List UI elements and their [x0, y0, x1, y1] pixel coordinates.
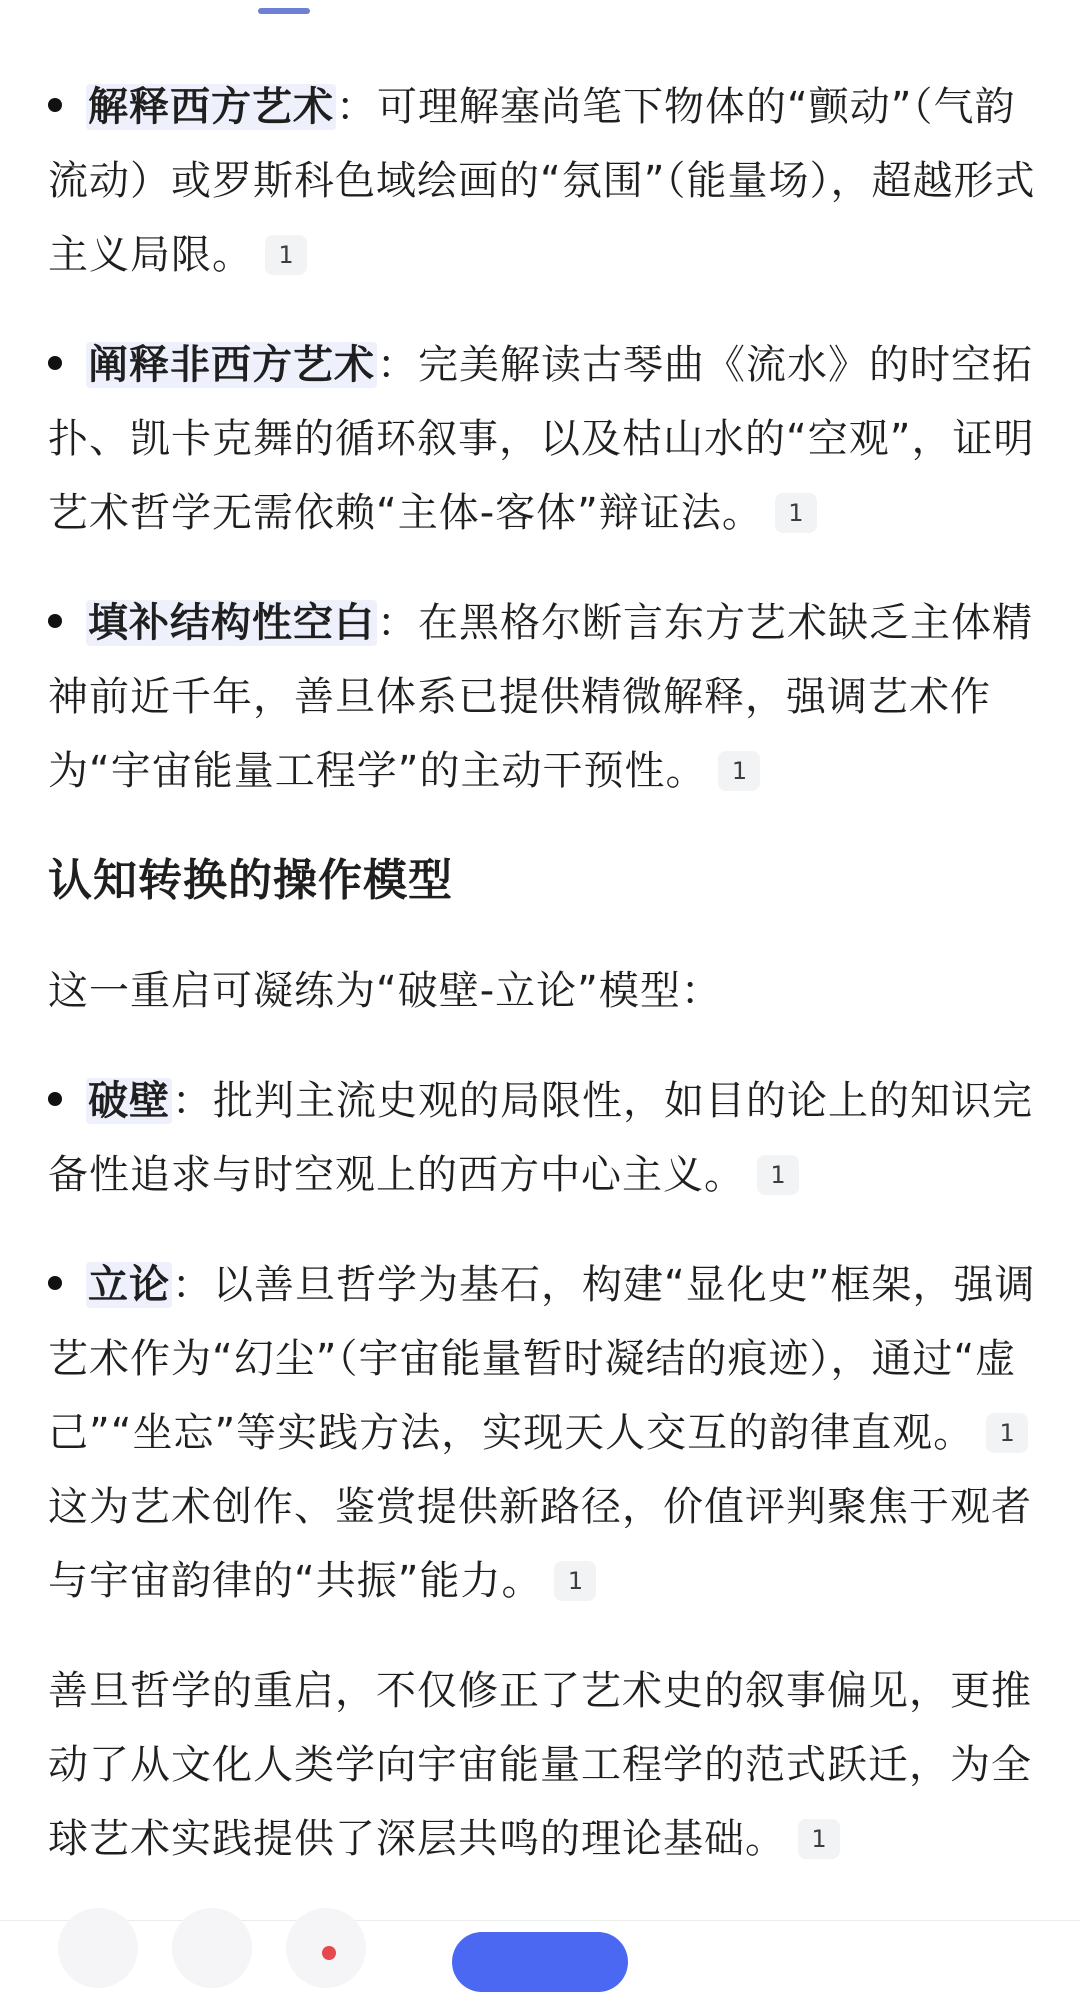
bullet-dot [48, 1276, 62, 1290]
bullet-term: 立论 [88, 1262, 170, 1308]
citation-badge[interactable]: 1 [775, 493, 817, 533]
bullet-term: 破壁 [88, 1078, 170, 1124]
bullet-item-structural-gap [48, 586, 1036, 808]
bullet-item-establish-theory [48, 1248, 1036, 1618]
bullet-text: ：在黑格尔断言东方艺术缺乏主体精神前近千年，善旦体系已提供精微解释，强调艺术作为“宇宙能量工程学”的主动干预性。 [48, 600, 1033, 794]
article-content [48, 70, 1036, 1876]
bullet-term: 解释西方艺术 [88, 84, 334, 130]
bullet-text: ：以善旦哲学为基石，构建“显化史”框架，强调艺术作为“幻尘”（宇宙能量暂时凝结的痕迹），通过“虚己”“坐忘”等实践方法，实现天人交互的韵律直观。 [48, 1262, 1036, 1456]
conclusion-text: 善旦哲学的重启，不仅修正了艺术史的叙事偏见，更推动了从文化人类学向宇宙能量工程学的范式跃迁，为全球艺术实践提供了深层共鸣的理论基础。 [48, 1668, 1032, 1862]
bullet-dot [48, 1092, 62, 1106]
bullet-dot [48, 614, 62, 628]
citation-badge[interactable]: 1 [718, 751, 760, 791]
citation-badge[interactable]: 1 [798, 1819, 840, 1859]
bullet-item-non-western-art [48, 328, 1036, 550]
conclusion-paragraph [48, 1654, 1036, 1876]
citation-badge[interactable]: 1 [986, 1413, 1028, 1453]
bullet-item-western-art [48, 70, 1036, 292]
bullet-dot [48, 356, 62, 370]
section-heading: 认知转换的操作模型 [48, 855, 453, 906]
toolbar-button-middle[interactable] [172, 1908, 252, 1988]
bullet-item-break-wall [48, 1064, 1036, 1212]
bullet-dot [48, 98, 62, 112]
citation-badge[interactable]: 1 [757, 1155, 799, 1195]
bullet-term: 阐释非西方艺术 [88, 342, 375, 388]
citation-badge[interactable]: 1 [265, 235, 307, 275]
section-intro: 这一重启可凝练为“破壁-立论”模型： [48, 968, 722, 1014]
scroll-indicator [258, 8, 310, 14]
toolbar-button-left[interactable] [58, 1908, 138, 1988]
citation-badge[interactable]: 1 [554, 1561, 596, 1601]
bullet-text-continued: 这为艺术创作、鉴赏提供新路径，价值评判聚焦于观者与宇宙韵律的“共振”能力。 [48, 1484, 1032, 1604]
bullet-term: 填补结构性空白 [88, 600, 375, 646]
primary-action-button[interactable] [452, 1932, 628, 1992]
bullet-text: ：可理解塞尚笔下物体的“颤动”（气韵流动）或罗斯科色域绘画的“氛围”（能量场），超越形式主义局限。 [48, 84, 1036, 278]
bullet-text: ：批判主流史观的局限性，如目的论上的知识完备性追求与时空观上的西方中心主义。 [48, 1078, 1033, 1198]
bullet-text: ：完美解读古琴曲《流水》的时空拓扑、凯卡克舞的循环叙事，以及枯山水的“空观”，证明艺术哲学无需依赖“主体-客体”辩证法。 [48, 342, 1035, 536]
